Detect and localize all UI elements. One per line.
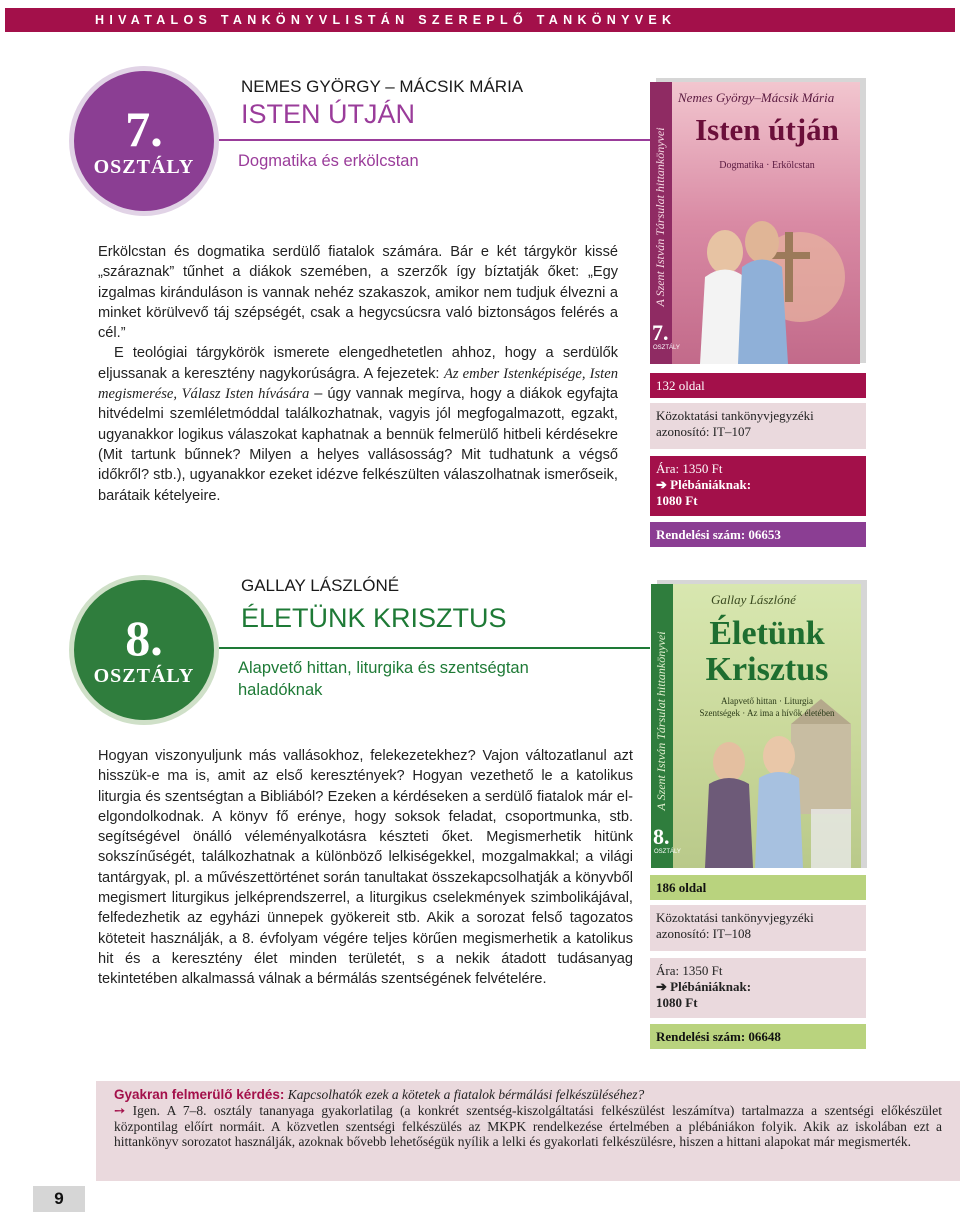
book7-cover	[650, 82, 860, 364]
book7-price-box	[650, 456, 866, 516]
book7-cover-title: Isten útján	[695, 112, 839, 147]
book7-subtitle: Dogmatika és erkölcstan	[238, 152, 419, 170]
book8-cover-sub1: Alapvető hittan · Liturgia	[720, 696, 814, 706]
book7-parish-price: 1080 Ft	[656, 493, 698, 508]
grade-7-number: 7.	[125, 101, 163, 157]
book8-cover-series: A Szent István Társulat hittankönyvei	[654, 631, 668, 811]
book7-description	[98, 242, 618, 506]
book7-id-line2: azonosító: IT–107	[656, 424, 751, 439]
grade-7-label: OSZTÁLY	[93, 156, 195, 178]
book7-paragraph-1: Erkölcstan és dogmatika serdülő fiatalok számára. Bár e két tárgykör kissé „száraznak” tűnhet a diákok szemében, a szerzők így bíztatják őket: „Egy izgalmas kiránduláson is vannak nehéz szakaszok, amikor nem tudjuk élvezni a minket körülvevő táj szépségét, csak a hegycsúcsra való biztonságos felérés a cél.”	[98, 244, 618, 342]
book8-paragraph-1: Hogyan viszonyuljunk más vallásokhoz, felekezetekhez? Vajon változatlanul azt hisszük-e ma is, amit az első keresztények? Hogyan vezethető le a katolikus liturgia és szentségtan a Bibliából? Ezeken a kérdéseken a serdülő fiatalok már el-elgondolkodnak. A könyv fő erénye, hogy soksok feladat, csoportmunka, stb. segítségével önálló véleményalkotásra készteti őket. Megismerhetik hitünk sokszínűségét, találkozhatnak a különböző lelkiségekkel, mozgalmakkal; a világi tantárgyak, pl. a művészettörténet során tanultakat összekapcsolhatják a könyvből megismert liturgikus jelképrendszerrel, a liturgikus cselekmények szimbolikájával, felfedezhetik az egyházi ünnepek gyökereit stb. Akik a sorozat felső tagozatos köteteit használják, a 8. évfolyam végére teljes körűen megismerhetik a katolikus hit és a keresztény élet minden területét, s a nekik átadott tudásanyag tekintetében alkalmassá válnak a bérmálás szentségének felvételére.	[98, 748, 633, 988]
book7-id-box	[650, 403, 866, 449]
book8-author: GALLAY LÁSZLÓNÉ	[241, 576, 400, 595]
faq-answer: Igen. A 7–8. osztály tananyaga gyakorlatilag (a konkrét szentség-kiszolgáltatási felkészülést leszámítva) tartalmazza a szentségi előkészület központilag előírt normáit. A közvetlen szentségi felkészülés az MKPK rendelkezése értelmében a plébániákon folyik. Akik az iskolában ezt a hittankönyv sorozatot használják, azoknak bővebb lehetőségük nyílik a lelki és gyakorlati felkészülésre, hiszen a hittani alapokat már megismerték.	[114, 1102, 943, 1150]
book8-id-line1: Közoktatási tankönyvjegyzéki	[656, 910, 814, 925]
book8-cover-author: Gallay Lászlóné	[711, 592, 796, 607]
book8-description	[98, 746, 633, 990]
book7-cover-subtitle: Dogmatika · Erkölcstan	[719, 160, 815, 171]
book7-parish-label: ➔ Plébániáknak:	[656, 477, 752, 492]
grade-8-label: OSZTÁLY	[93, 665, 195, 687]
book8-cover-title-line1: Életünk	[709, 615, 825, 652]
book8-cover-sub2: Szentségek · Az ima a hívők életében	[699, 708, 835, 718]
grade-8-number: 8.	[125, 610, 163, 666]
arrow-right-icon: ➙	[114, 1102, 126, 1118]
book8-title: ÉLETÜNK KRISZTUS	[241, 603, 507, 633]
book8-cover-title-line2: Krisztus	[705, 651, 829, 688]
faq-label: Gyakran felmerülő kérdés:	[114, 1087, 285, 1102]
grade-7-badge	[69, 66, 219, 216]
book8-id-box	[650, 905, 866, 951]
book8-cover	[651, 584, 861, 868]
book8-id-line2: azonosító: IT–108	[656, 926, 751, 941]
book8-cover-grade: 8.	[653, 824, 670, 849]
book7-price: Ára: 1350 Ft	[656, 461, 723, 476]
book8-cover-grade-label: OSZTÁLY	[654, 849, 681, 855]
book7-paragraph-2-end: – úgy vannak megírva, hogy a diákok egyfajta hitvédelmi szemléletmóddal találkozhatnak, vagyis jól megfogalmazott, egzakt, ugyanakkor logikus válaszokat kaphatnak a bennük felmerülő hitbeli kérdésekre (Mit tartunk bűnnek? Milyen a helyes vallásosság? Mit tudhatunk a végső időkről? stb.), ugyanakkor ezeket idézve felkészülten válaszolhatnak ismerőseik, barátaik kételyeire.	[98, 386, 618, 504]
book8-subtitle: Alapvető hittan, liturgika és szentségtan haladóknak	[238, 659, 529, 699]
book7-cover-grade: 7.	[652, 320, 669, 345]
faq-box	[96, 1081, 960, 1181]
book8-price-box	[650, 958, 866, 1018]
book7-cover-author: Nemes György–Mácsik Mária	[678, 90, 835, 105]
book8-parish-price: 1080 Ft	[656, 995, 698, 1010]
grade-8-badge	[69, 575, 219, 725]
faq-answer-block	[114, 1103, 942, 1150]
book8-title-rule	[219, 647, 650, 649]
book7-order-number: Rendelési szám: 06653	[650, 522, 866, 547]
book7-chapters: Az ember Istenképisége, Isten megismerése, Válasz Isten hívására	[98, 365, 618, 403]
book7-paragraph-2	[98, 343, 618, 505]
book7-paragraph-2-start: E teológiai tárgykörök ismerete elengedhetetlen ahhoz, hogy a serdülők eljussanak a keresztény nagykorúságra. A fejezetek:	[98, 345, 618, 382]
book8-parish-label: ➔ Plébániáknak:	[656, 979, 752, 994]
book7-cover-grade-label: OSZTÁLY	[653, 345, 680, 351]
header-bar	[5, 8, 955, 32]
page-number: 9	[33, 1186, 85, 1212]
book7-author: NEMES GYÖRGY – MÁCSIK MÁRIA	[241, 77, 524, 96]
book8-pages: 186 oldal	[650, 875, 866, 900]
header-title: HIVATALOS TANKÖNYVLISTÁN SZEREPLŐ TANKÖNYVEK	[95, 13, 677, 27]
book8-price: Ára: 1350 Ft	[656, 963, 723, 978]
book7-cover-series: A Szent István Társulat hittankönyvei	[653, 127, 667, 307]
faq-question-line	[114, 1087, 942, 1103]
book7-title: ISTEN ÚTJÁN	[241, 99, 416, 129]
book7-id-line1: Közoktatási tankönyvjegyzéki	[656, 408, 814, 423]
book8-order-number: Rendelési szám: 06648	[650, 1024, 866, 1049]
faq-question: Kapcsolhatók ezek a kötetek a fiatalok bérmálási felkészüléséhez?	[287, 1087, 645, 1102]
book7-pages: 132 oldal	[650, 373, 866, 398]
book7-title-rule	[219, 139, 650, 141]
